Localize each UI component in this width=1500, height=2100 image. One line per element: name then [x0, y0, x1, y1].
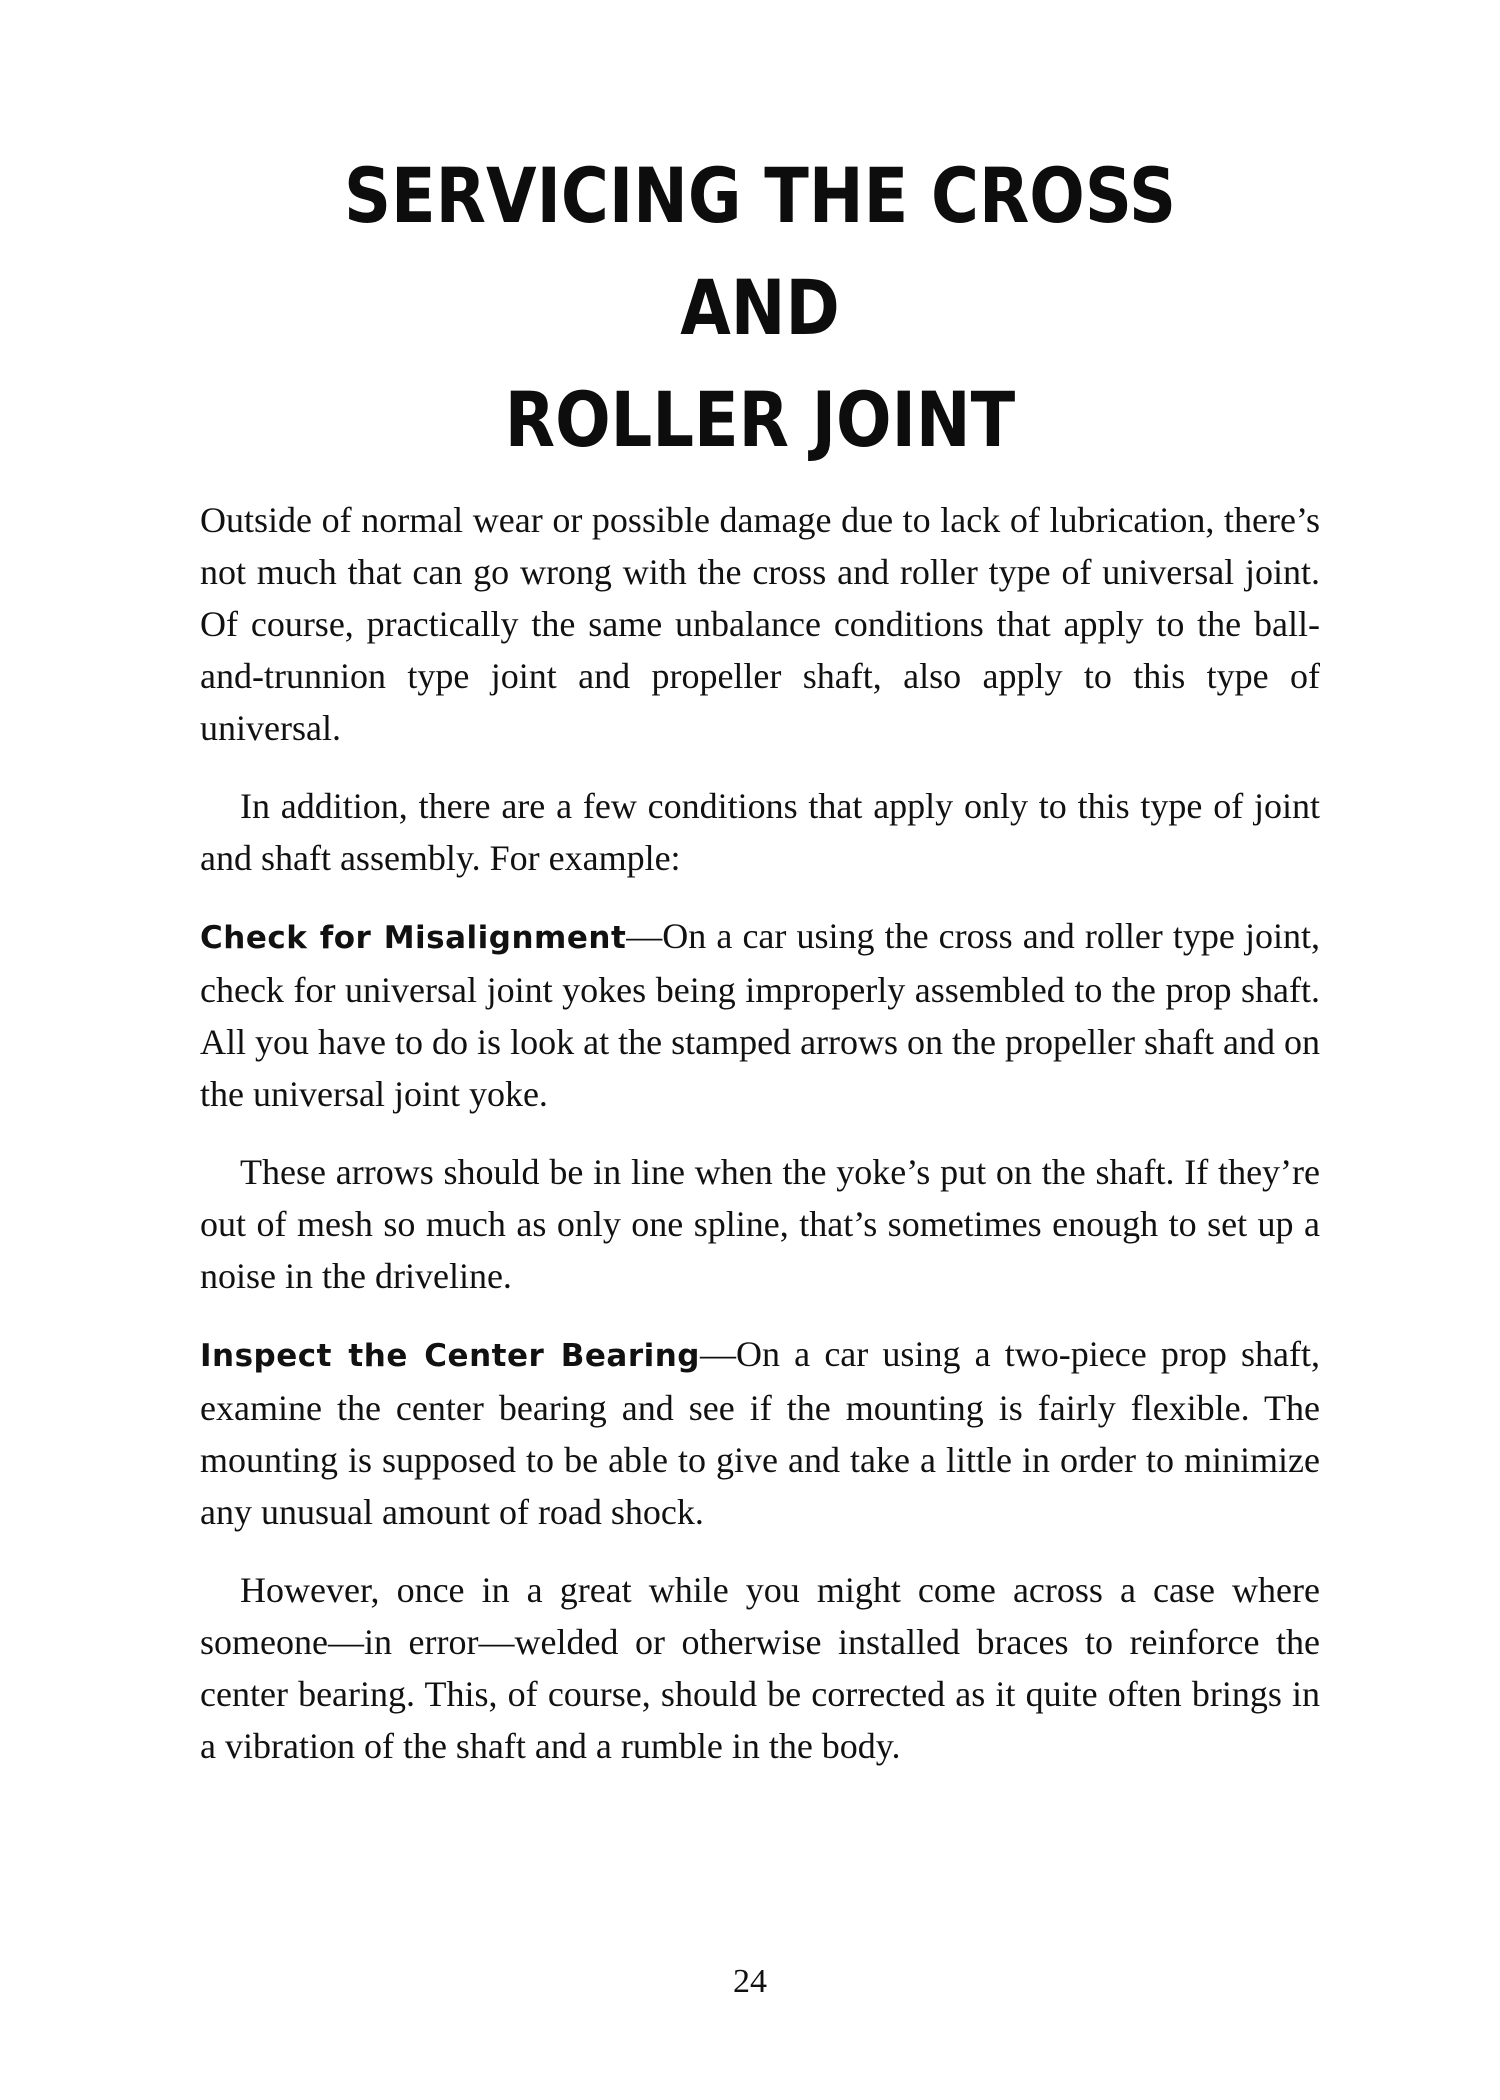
paragraph-text: In addition, there are a few conditions that apply only to this type of joint and shaft assembly. For example: [200, 786, 1320, 878]
paragraph-text: —On a car using a two-piece prop shaft, examine the center bearing and see if the mounting is fairly flexible. The mounting is supposed to be able to give and take a little in order to minimize any unusual amount of road shock. [200, 1334, 1320, 1532]
page-number: 24 [733, 1963, 767, 2000]
paragraph [200, 1328, 1320, 1538]
title-line-2: ROLLER JOINT [504, 375, 1016, 464]
title-line-1: SERVICING THE CROSS AND [343, 151, 1177, 352]
paragraph-text: These arrows should be in line when the yoke’s put on the shaft. If they’re out of mesh so much as only one spline, that’s sometimes enough to set up a noise in the driveline. [200, 1152, 1320, 1296]
paragraph-text: —On a car using the cross and roller type joint, check for universal joint yokes being improperly assembled to the prop shaft. All you have to do is look at the stamped arrows on the propeller shaft and on the universal joint yoke. [200, 916, 1320, 1114]
paragraph [200, 910, 1320, 1120]
section-heading: Inspect the Center Bearing [200, 1338, 700, 1374]
page-content [200, 140, 1320, 1798]
section-heading: Check for Misalignment [200, 920, 627, 956]
paragraph [200, 780, 1320, 884]
paragraph-text: However, once in a great while you might come across a case where someone—in error—welded or otherwise installed braces to reinforce the center bearing. This, of course, should be corrected as it quite often brings in a vibration of the shaft and a rumble in the body. [200, 1570, 1320, 1766]
paragraph [200, 1146, 1320, 1302]
paragraph-text: Outside of normal wear or possible damage due to lack of lubrication, there’s not much that can go wrong with the cross and roller type of universal joint. Of course, practically the same unbalance conditions that apply to the ball-and-trunnion type joint and propeller shaft, also apply to this type of universal. [200, 500, 1320, 748]
page-title [278, 140, 1241, 476]
body-text [200, 494, 1320, 1772]
paragraph [200, 1564, 1320, 1772]
paragraph [200, 494, 1320, 754]
